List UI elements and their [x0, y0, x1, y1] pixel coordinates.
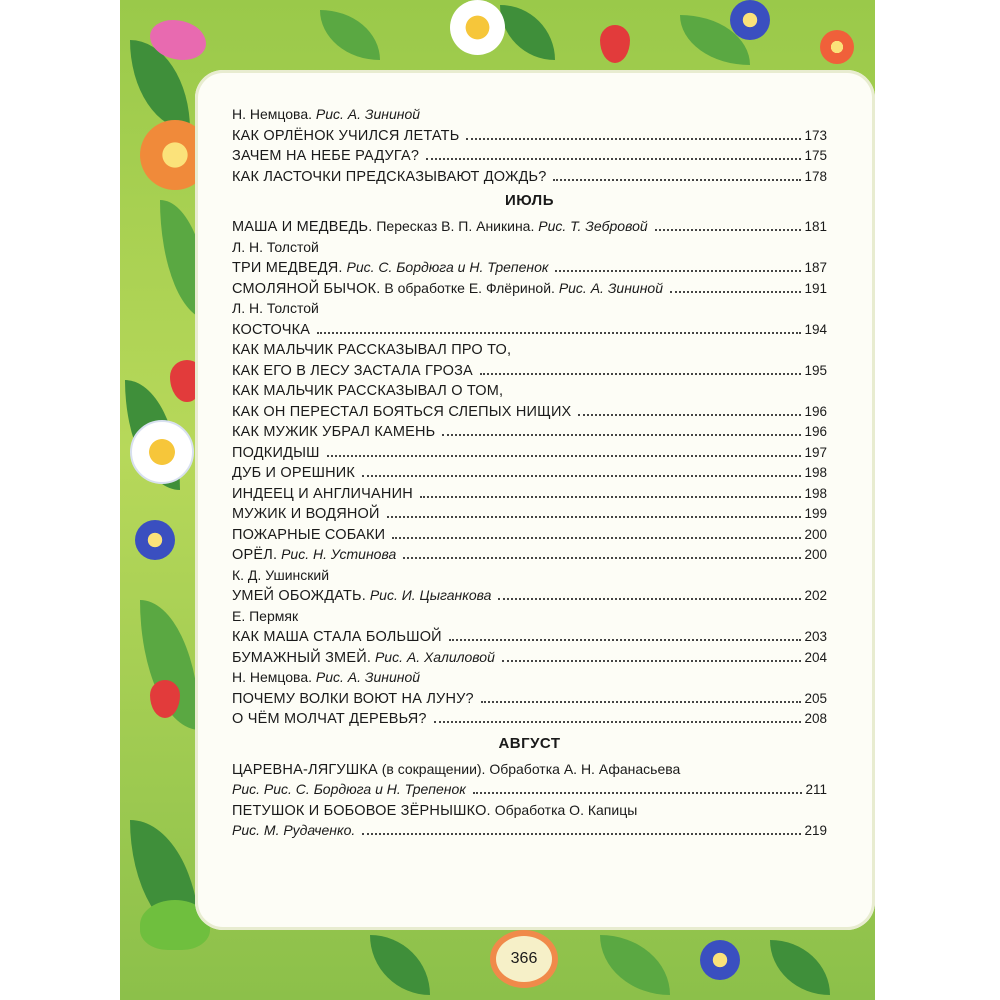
toc-line: [232, 759, 827, 780]
dot-leader: [387, 516, 802, 518]
page-ref: 181: [804, 219, 827, 234]
toc-entry: [232, 503, 827, 524]
page-ref: 195: [804, 362, 827, 378]
author-name: Л. Н. Толстой: [232, 300, 319, 316]
dot-leader: [362, 833, 801, 835]
entry-title: КАК МАЛЬЧИК РАССКАЗЫВАЛ О ТОМ,: [232, 383, 504, 399]
toc-entry: [232, 216, 827, 237]
dot-leader: [426, 158, 801, 160]
dot-leader: [480, 373, 802, 375]
page-ref: 198: [804, 485, 827, 501]
daisy-flower-icon: [130, 420, 194, 484]
page-ref: 197: [804, 444, 827, 460]
page-ref: 198: [804, 465, 827, 480]
dot-leader: [481, 701, 802, 703]
author-name: К. Д. Ушинский: [232, 566, 330, 583]
entry-title: КАК МАЛЬЧИК РАССКАЗЫВАЛ ПРО ТО,: [232, 342, 512, 358]
toc-entry: [232, 421, 827, 442]
toc-entry: [232, 278, 827, 299]
illustrator-credit: Рис. Т. Зебровой: [538, 218, 648, 234]
section-heading: АВГУСТ: [498, 734, 561, 752]
entry-title: МУЖИК И ВОДЯНОЙ: [232, 506, 380, 522]
entry-title: КАК ОН ПЕРЕСТАЛ БОЯТЬСЯ СЛЕПЫХ НИЩИХ: [232, 403, 572, 420]
illustrator-credit: Рис. А. Зининой: [315, 669, 421, 685]
entry-note: Обработка О. Капицы: [494, 801, 638, 818]
leaf-decoration: [770, 940, 830, 995]
page-ref: 175: [804, 148, 827, 163]
page-ref: 202: [804, 588, 827, 603]
author-line: [232, 104, 827, 125]
toc-entry: [232, 125, 827, 146]
page-ref: 173: [804, 127, 827, 143]
page-ref: 203: [804, 629, 827, 644]
dot-leader: [655, 229, 802, 231]
toc-line: [232, 339, 827, 360]
entry-title: ПЕТУШОК И БОБОВОЕ ЗЁРНЫШКО.: [232, 802, 491, 819]
page-ref: 187: [804, 260, 827, 275]
entry-title: О ЧЁМ МОЛЧАТ ДЕРЕВЬЯ?: [232, 711, 427, 727]
author-name: Н. Немцова.: [232, 669, 313, 685]
page-ref: 196: [804, 403, 827, 419]
author-line: [232, 606, 827, 627]
dot-leader: [555, 270, 801, 272]
page-ref: 200: [804, 526, 827, 542]
toc-entry: [232, 585, 827, 606]
entry-note: Пересказ В. П. Аникина.: [376, 218, 535, 234]
entry-title: ТРИ МЕДВЕДЯ.: [232, 260, 343, 276]
daisy-flower-icon: [450, 0, 505, 55]
page-ref: 199: [804, 506, 827, 521]
toc-entry: [232, 166, 827, 187]
page-ref: 208: [804, 711, 827, 726]
illustrator-credit: Рис. М. Рудаченко.: [232, 822, 356, 838]
toc-line: [232, 800, 827, 821]
dot-leader: [442, 434, 801, 436]
author-line: [232, 237, 827, 258]
author-line: [232, 667, 827, 688]
entry-title: КАК МАША СТАЛА БОЛЬШОЙ: [232, 629, 442, 645]
entry-title: ПОЧЕМУ ВОЛКИ ВОЮТ НА ЛУНУ?: [232, 690, 474, 707]
illustrator-credit: Рис. Н. Устинова: [281, 546, 397, 562]
dot-leader: [466, 138, 801, 140]
entry-title: КАК ЕГО В ЛЕСУ ЗАСТАЛА ГРОЗА: [232, 362, 473, 379]
dot-leader: [392, 537, 801, 539]
page-number-badge: 366: [496, 936, 552, 982]
entry-note: В обработке Е. Флёриной.: [384, 279, 555, 296]
toc-entry: [232, 257, 827, 278]
page-ref: 191: [804, 280, 827, 296]
author-name: Л. Н. Толстой: [232, 238, 319, 255]
toc-entry: [232, 360, 827, 381]
page-ref: 205: [804, 690, 827, 706]
table-of-contents: [232, 104, 827, 841]
page-ref: 200: [804, 547, 827, 562]
dot-leader: [473, 792, 803, 794]
entry-title: ЗАЧЕМ НА НЕБЕ РАДУГА?: [232, 148, 420, 164]
toc-entry: [232, 688, 827, 709]
entry-title: ОРЁЛ.: [232, 547, 278, 563]
toc-entry: [232, 462, 827, 483]
toc-entry: [232, 779, 827, 800]
entry-title: СМОЛЯНОЙ БЫЧОК.: [232, 280, 381, 297]
illustrator-credit: Рис. И. Цыганкова: [369, 587, 492, 603]
dot-leader: [420, 496, 802, 498]
dot-leader: [670, 291, 802, 293]
section-heading: ИЮЛЬ: [505, 192, 554, 209]
entry-title: ПОДКИДЫШ: [232, 444, 320, 461]
leaf-decoration: [500, 5, 555, 60]
toc-entry: [232, 524, 827, 545]
dot-leader: [317, 332, 801, 334]
dot-leader: [578, 414, 801, 416]
toc-entry: [232, 544, 827, 565]
toc-entry: [232, 626, 827, 647]
author-line: [232, 298, 827, 319]
leaf-decoration: [370, 935, 430, 995]
illustrator-credit: Рис. А. Зининой: [315, 106, 421, 122]
orange-flower-icon: [820, 30, 854, 64]
entry-title: УМЕЙ ОБОЖДАТЬ.: [232, 588, 366, 604]
page-ref: 196: [804, 424, 827, 439]
entry-title: ПОЖАРНЫЕ СОБАКИ: [232, 526, 386, 543]
entry-title: ЦАРЕВНА-ЛЯГУШКА: [232, 761, 378, 778]
illustrator-credit: Рис. С. Бордюга и Н. Трепенок: [346, 259, 549, 275]
entry-title: ДУБ И ОРЕШНИК: [232, 465, 356, 481]
leaf-decoration: [600, 935, 670, 995]
strawberry-icon: [600, 25, 630, 63]
author-line: [232, 565, 827, 586]
entry-note: (в сокращении). Обработка А. Н. Афанасьева: [381, 760, 681, 777]
dot-leader: [553, 179, 801, 181]
leaf-decoration: [320, 10, 380, 60]
entry-title: МАША И МЕДВЕДЬ.: [232, 219, 373, 235]
entry-title: ИНДЕЕЦ И АНГЛИЧАНИН: [232, 485, 413, 502]
toc-entry: [232, 820, 827, 841]
page-ref: 178: [804, 168, 827, 184]
author-name: Е. Пермяк: [232, 607, 299, 624]
entry-title: КАК ОРЛЁНОК УЧИЛСЯ ЛЕТАТЬ: [232, 127, 460, 144]
dot-leader: [403, 557, 801, 559]
blue-flower-icon: [700, 940, 740, 980]
page-ref: 194: [804, 321, 827, 337]
dot-leader: [498, 598, 801, 600]
blue-flower-icon: [135, 520, 175, 560]
page-ref: 219: [804, 823, 827, 838]
illustrator-credit: Рис. Рис. С. Бордюга и Н. Трепенок: [232, 781, 466, 797]
author-name: Н. Немцова.: [232, 106, 313, 122]
dot-leader: [449, 639, 802, 641]
dot-leader: [362, 475, 802, 477]
toc-entry: [232, 401, 827, 422]
toc-entry: [232, 319, 827, 340]
entry-title: БУМАЖНЫЙ ЗМЕЙ.: [232, 649, 372, 666]
illustrator-credit: Рис. А. Халиловой: [374, 648, 495, 665]
toc-entry: [232, 145, 827, 166]
toc-entry: [232, 647, 827, 668]
dot-leader: [502, 660, 802, 662]
illustrator-credit: Рис. А. Зининой: [558, 279, 663, 296]
page-ref: 211: [805, 782, 827, 797]
toc-entry: [232, 442, 827, 463]
dot-leader: [327, 455, 802, 457]
toc-entry: [232, 708, 827, 729]
blue-flower-icon: [730, 0, 770, 40]
entry-title: КАК МУЖИК УБРАЛ КАМЕНЬ: [232, 424, 436, 440]
dot-leader: [434, 721, 802, 723]
toc-entry: [232, 483, 827, 504]
toc-line: [232, 380, 827, 401]
page-ref: 204: [804, 649, 827, 665]
entry-title: КОСТОЧКА: [232, 321, 311, 338]
entry-title: КАК ЛАСТОЧКИ ПРЕДСКАЗЫВАЮТ ДОЖДЬ?: [232, 168, 547, 185]
